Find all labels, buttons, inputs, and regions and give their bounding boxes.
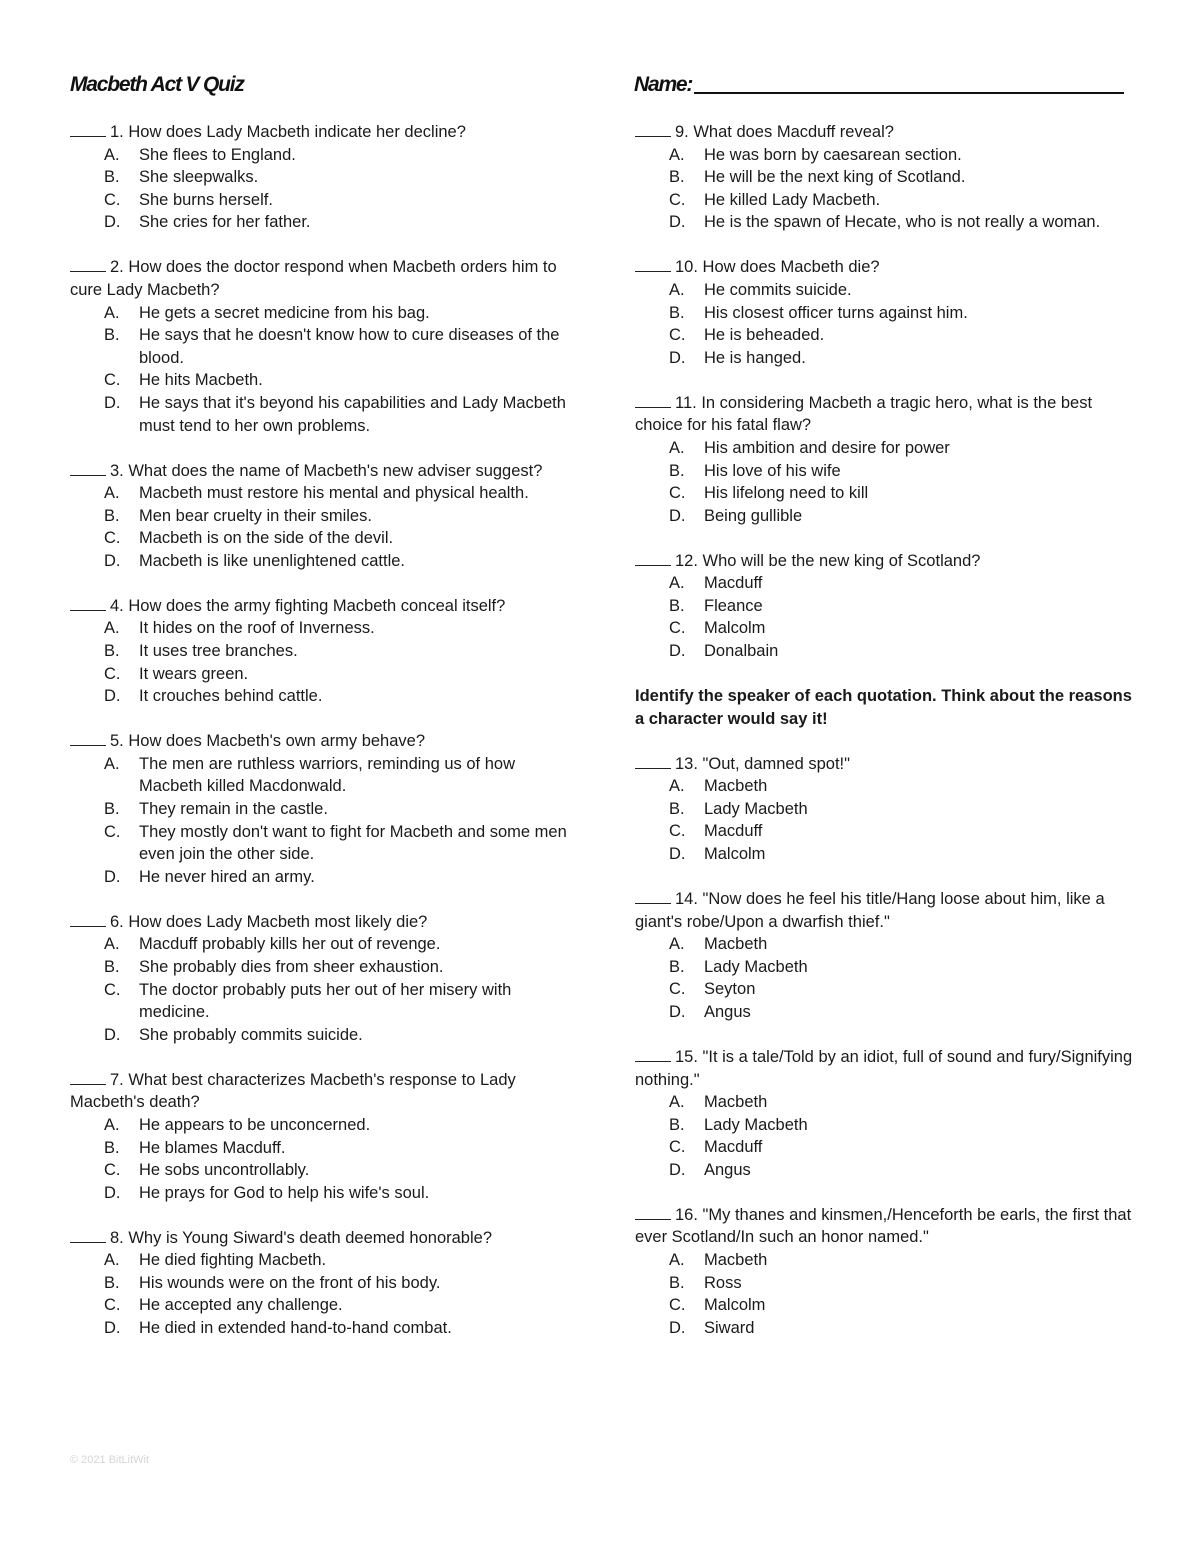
- option-text: Macbeth is like unenlightened cattle.: [139, 551, 405, 570]
- question-stem: [635, 256, 1135, 279]
- option-text: It crouches behind cattle.: [139, 687, 323, 706]
- option-list: [70, 753, 570, 889]
- option-letter: A.: [669, 438, 685, 457]
- answer-option: [635, 1001, 1135, 1024]
- option-letter: A.: [104, 303, 120, 322]
- question-text: How does Lady Macbeth indicate her decline?: [128, 123, 466, 141]
- option-letter: A.: [669, 574, 685, 593]
- question-stem: [635, 888, 1135, 933]
- option-text: She probably dies from sheer exhaustion.: [139, 957, 444, 976]
- answer-option: [635, 595, 1135, 618]
- question-stem: [70, 256, 570, 301]
- question-number: 4.: [110, 596, 124, 615]
- answer-option: [635, 482, 1135, 505]
- option-text: He says that he doesn't know how to cure diseases of the blood.: [139, 326, 560, 367]
- option-list: [70, 933, 570, 1046]
- question-7: [70, 1069, 570, 1205]
- answer-option: [70, 392, 570, 437]
- option-text: He died in extended hand-to-hand combat.: [139, 1319, 452, 1338]
- answer-blank[interactable]: [635, 392, 671, 408]
- answer-option: [635, 798, 1135, 821]
- option-letter: B.: [669, 303, 685, 322]
- question-text: How does Lady Macbeth most likely die?: [128, 912, 428, 931]
- question-number: 9.: [675, 123, 689, 141]
- answer-option: [70, 1024, 570, 1047]
- option-text: Lady Macbeth: [704, 1115, 808, 1134]
- option-letter: D.: [669, 844, 686, 863]
- option-list: [70, 1114, 570, 1204]
- option-letter: C.: [104, 822, 121, 841]
- quote-questions: [635, 753, 1135, 1340]
- option-text: He killed Lady Macbeth.: [704, 190, 881, 209]
- question-number: 10.: [675, 258, 698, 277]
- option-text: He accepted any challenge.: [139, 1296, 343, 1315]
- option-letter: C.: [669, 822, 686, 841]
- option-text: She sleepwalks.: [139, 168, 259, 187]
- answer-option: [635, 302, 1135, 325]
- option-letter: C.: [104, 371, 121, 390]
- answer-option: [70, 369, 570, 392]
- option-text: He died fighting Macbeth.: [139, 1251, 327, 1270]
- option-letter: A.: [104, 145, 120, 164]
- name-label: Name:: [634, 73, 693, 96]
- answer-option: [635, 1294, 1135, 1317]
- answer-option: [70, 1249, 570, 1272]
- option-list: [70, 617, 570, 707]
- question-number: 11.: [675, 393, 697, 412]
- answer-blank[interactable]: [70, 256, 106, 272]
- question-text: "It is a tale/Told by an idiot, full of sound and fury/Signifying nothing.": [635, 1047, 1133, 1089]
- answer-option: [70, 505, 570, 528]
- answer-option: [635, 211, 1135, 234]
- option-letter: D.: [104, 687, 121, 706]
- option-text: Siward: [704, 1318, 755, 1337]
- answer-option: [635, 189, 1135, 212]
- option-list: [70, 1249, 570, 1339]
- question-11: [635, 392, 1135, 528]
- option-text: Ross: [704, 1273, 742, 1292]
- question-number: 7.: [110, 1070, 124, 1089]
- question-12: [635, 550, 1135, 663]
- question-stem: [635, 392, 1135, 437]
- answer-blank[interactable]: [70, 595, 106, 611]
- answer-option: [70, 663, 570, 686]
- answer-option: [70, 1294, 570, 1317]
- question-stem: [70, 911, 570, 934]
- question-15: [635, 1046, 1135, 1182]
- option-text: She probably commits suicide.: [139, 1025, 363, 1044]
- answer-option: [635, 460, 1135, 483]
- answer-option: [70, 640, 570, 663]
- quote-instructions: Identify the speaker of each quotation. Think about the reasons a character would say it!: [635, 687, 1132, 728]
- option-letter: A.: [104, 1251, 120, 1270]
- option-letter: B.: [669, 957, 685, 976]
- question-text: "Now does he feel his title/Hang loose about him, like a giant's robe/Upon a dwarfish thief.": [635, 889, 1105, 931]
- question-text: What does the name of Macbeth's new adviser suggest?: [128, 461, 543, 480]
- question-14: [635, 888, 1135, 1024]
- answer-option: [635, 1159, 1135, 1182]
- option-letter: B.: [104, 957, 120, 976]
- answer-option: [635, 1249, 1135, 1272]
- answer-option: [70, 482, 570, 505]
- option-letter: C.: [104, 664, 121, 683]
- option-letter: A.: [104, 484, 120, 503]
- option-text: Men bear cruelty in their smiles.: [139, 506, 372, 525]
- answer-option: [70, 211, 570, 234]
- answer-option: [70, 956, 570, 979]
- option-letter: D.: [669, 506, 686, 525]
- question-text: How does the doctor respond when Macbeth orders him to cure Lady Macbeth?: [70, 258, 557, 299]
- option-list: [70, 302, 570, 438]
- answer-option: [635, 1091, 1135, 1114]
- option-text: She cries for her father.: [139, 213, 311, 232]
- answer-option: [635, 347, 1135, 370]
- option-list: [635, 1091, 1135, 1181]
- question-stem: [635, 550, 1135, 573]
- question-number: 2.: [110, 258, 124, 277]
- question-9: [635, 121, 1135, 234]
- option-text: He was born by caesarean section.: [704, 145, 962, 164]
- option-letter: C.: [104, 1161, 121, 1180]
- option-text: He appears to be unconcerned.: [139, 1115, 371, 1134]
- option-list: [635, 1249, 1135, 1339]
- option-list: [635, 775, 1135, 865]
- answer-option: [70, 166, 570, 189]
- answer-blank[interactable]: [70, 460, 106, 476]
- copyright-footer: © 2021 BitLitWit: [70, 1454, 150, 1466]
- option-text: Macduff: [704, 1138, 763, 1157]
- option-text: They remain in the castle.: [139, 800, 328, 818]
- question-2: [70, 256, 570, 437]
- option-text: He says that it's beyond his capabilities and Lady Macbeth must tend to her own problems.: [139, 393, 566, 435]
- option-letter: B.: [669, 461, 685, 480]
- answer-blank[interactable]: [70, 121, 106, 137]
- option-text: Macbeth must restore his mental and physical health.: [139, 484, 529, 503]
- answer-option: [70, 527, 570, 550]
- question-stem: [70, 460, 570, 483]
- question-stem: [635, 121, 1135, 144]
- option-list: [635, 279, 1135, 369]
- option-letter: D.: [669, 213, 686, 232]
- option-text: It uses tree branches.: [139, 642, 298, 661]
- option-text: They mostly don't want to fight for Macbeth and some men even join the other side.: [139, 822, 567, 864]
- quiz-title: Macbeth Act V Quiz: [70, 73, 244, 96]
- option-text: Macbeth: [704, 935, 768, 954]
- option-text: Lady Macbeth: [704, 957, 808, 976]
- answer-option: [70, 1159, 570, 1182]
- option-text: He hits Macbeth.: [139, 371, 263, 390]
- option-letter: C.: [104, 1296, 121, 1315]
- question-stem: [70, 121, 570, 144]
- question-number: 16.: [675, 1205, 698, 1224]
- answer-option: [635, 1317, 1135, 1340]
- answer-blank[interactable]: [635, 1204, 671, 1220]
- question-text: Why is Young Siward's death deemed honorable?: [128, 1228, 493, 1247]
- answer-option: [635, 572, 1135, 595]
- option-text: His lifelong need to kill: [704, 484, 869, 503]
- option-text: She flees to England.: [139, 145, 296, 164]
- answer-option: [635, 166, 1135, 189]
- question-8: [70, 1227, 570, 1340]
- answer-option: [635, 775, 1135, 798]
- right-column: [635, 121, 1135, 1362]
- answer-blank[interactable]: [635, 121, 671, 137]
- question-text: "My thanes and kinsmen,/Henceforth be earls, the first that ever Scotland/In such an honor named.": [635, 1205, 1132, 1247]
- option-letter: C.: [669, 190, 686, 209]
- question-3: [70, 460, 570, 573]
- answer-blank[interactable]: [635, 753, 671, 769]
- answer-option: [70, 798, 570, 821]
- option-text: He never hired an army.: [139, 867, 315, 886]
- question-13: [635, 753, 1135, 866]
- question-number: 5.: [110, 732, 124, 751]
- option-letter: B.: [104, 1138, 120, 1157]
- question-4: [70, 595, 570, 708]
- option-text: He gets a secret medicine from his bag.: [139, 303, 430, 322]
- option-text: He commits suicide.: [704, 280, 852, 299]
- answer-option: [70, 933, 570, 956]
- question-5: [70, 730, 570, 888]
- option-letter: D.: [104, 551, 121, 570]
- option-text: Donalbain: [704, 642, 779, 661]
- answer-option: [70, 144, 570, 167]
- option-text: Macbeth: [704, 1251, 768, 1270]
- option-letter: B.: [104, 168, 120, 187]
- answer-blank[interactable]: [635, 1046, 671, 1062]
- question-6: [70, 911, 570, 1047]
- option-list: [635, 437, 1135, 527]
- option-text: He sobs uncontrollably.: [139, 1161, 310, 1180]
- answer-option: [70, 821, 570, 866]
- option-text: The doctor probably puts her out of her misery with medicine.: [139, 980, 512, 1022]
- answer-option: [635, 1136, 1135, 1159]
- answer-option: [635, 933, 1135, 956]
- answer-blank[interactable]: [635, 256, 671, 272]
- option-letter: A.: [669, 1093, 685, 1112]
- answer-option: [635, 617, 1135, 640]
- option-text: It wears green.: [139, 664, 249, 683]
- option-letter: C.: [669, 484, 686, 503]
- answer-option: [70, 866, 570, 889]
- answer-option: [70, 302, 570, 325]
- option-letter: C.: [669, 980, 686, 999]
- answer-blank[interactable]: [635, 550, 671, 566]
- option-text: Macbeth is on the side of the devil.: [139, 529, 394, 548]
- option-list: [635, 933, 1135, 1023]
- answer-option: [635, 640, 1135, 663]
- answer-option: [70, 685, 570, 708]
- option-text: His love of his wife: [704, 461, 841, 480]
- option-text: He is the spawn of Hecate, who is not really a woman.: [704, 213, 1101, 232]
- question-number: 13.: [675, 754, 698, 773]
- option-letter: D.: [104, 867, 121, 886]
- question-stem: [635, 1204, 1135, 1249]
- option-text: Angus: [704, 1160, 751, 1179]
- option-letter: C.: [104, 980, 121, 999]
- option-text: Lady Macbeth: [704, 799, 808, 818]
- question-number: 12.: [675, 551, 698, 570]
- answer-option: [635, 956, 1135, 979]
- option-text: Macbeth: [704, 1093, 768, 1112]
- option-letter: C.: [669, 619, 686, 638]
- answer-option: [635, 279, 1135, 302]
- option-letter: B.: [669, 168, 685, 187]
- answer-option: [70, 753, 570, 798]
- option-text: Angus: [704, 1002, 751, 1021]
- answer-option: [70, 1137, 570, 1160]
- option-text: She burns herself.: [139, 190, 273, 209]
- answer-option: [635, 437, 1135, 460]
- option-letter: D.: [104, 213, 121, 232]
- option-letter: D.: [104, 1319, 121, 1338]
- answer-blank[interactable]: [635, 888, 671, 904]
- question-10: [635, 256, 1135, 369]
- option-letter: C.: [104, 529, 121, 548]
- option-letter: A.: [104, 935, 120, 954]
- option-text: Being gullible: [704, 506, 803, 525]
- option-letter: C.: [669, 326, 686, 345]
- option-letter: A.: [669, 280, 685, 299]
- question-text: Who will be the new king of Scotland?: [702, 551, 981, 570]
- answer-option: [635, 324, 1135, 347]
- name-field[interactable]: [634, 73, 1124, 97]
- question-text: How does the army fighting Macbeth conceal itself?: [128, 596, 506, 615]
- answer-blank[interactable]: [70, 730, 106, 746]
- option-text: He is hanged.: [704, 348, 806, 367]
- option-letter: B.: [669, 1273, 685, 1292]
- answer-blank[interactable]: [70, 1069, 106, 1085]
- option-text: Malcolm: [704, 619, 766, 638]
- question-number: 15.: [675, 1047, 698, 1066]
- option-letter: B.: [104, 1273, 120, 1292]
- answer-option: [635, 820, 1135, 843]
- option-letter: A.: [669, 1251, 685, 1270]
- answer-option: [635, 144, 1135, 167]
- answer-option: [635, 843, 1135, 866]
- answer-option: [70, 1317, 570, 1340]
- right-questions: [635, 121, 1135, 663]
- question-number: 1.: [110, 123, 124, 141]
- option-text: It hides on the roof of Inverness.: [139, 619, 375, 638]
- question-stem: [70, 1227, 570, 1250]
- question-text: How does Macbeth's own army behave?: [128, 732, 425, 751]
- option-letter: A.: [669, 145, 685, 164]
- option-letter: A.: [669, 777, 685, 796]
- option-letter: B.: [104, 642, 120, 661]
- question-number: 14.: [675, 889, 698, 908]
- question-stem: [70, 1069, 570, 1114]
- question-text: "Out, damned spot!": [702, 754, 850, 773]
- answer-option: [70, 617, 570, 640]
- option-letter: B.: [669, 1115, 685, 1134]
- option-letter: D.: [669, 642, 686, 661]
- option-letter: A.: [104, 1115, 120, 1134]
- question-text: What does Macduff reveal?: [693, 123, 894, 141]
- option-letter: A.: [104, 619, 120, 638]
- question-stem: [70, 595, 570, 618]
- option-text: His closest officer turns against him.: [704, 303, 968, 322]
- option-letter: B.: [104, 326, 120, 345]
- option-text: Seyton: [704, 980, 756, 999]
- option-text: Macbeth: [704, 777, 768, 796]
- answer-option: [70, 1114, 570, 1137]
- option-letter: C.: [669, 1138, 686, 1157]
- left-column: [70, 121, 570, 1362]
- answer-blank[interactable]: [70, 1227, 106, 1243]
- option-text: The men are ruthless warriors, reminding us of how Macbeth killed Macdonwald.: [139, 754, 515, 796]
- option-letter: B.: [669, 799, 685, 818]
- option-list: [70, 482, 570, 572]
- option-letter: C.: [669, 1296, 686, 1315]
- option-letter: D.: [104, 1183, 121, 1202]
- option-text: His ambition and desire for power: [704, 438, 950, 457]
- option-list: [635, 144, 1135, 234]
- option-text: He blames Macduff.: [139, 1138, 286, 1157]
- option-text: His wounds were on the front of his body.: [139, 1273, 441, 1292]
- question-1: [70, 121, 570, 234]
- option-text: Fleance: [704, 596, 763, 615]
- option-letter: B.: [669, 596, 685, 615]
- answer-option: [635, 1114, 1135, 1137]
- question-number: 6.: [110, 912, 124, 931]
- name-blank-line[interactable]: [694, 92, 1124, 94]
- option-letter: D.: [669, 1318, 686, 1337]
- option-letter: D.: [104, 1025, 121, 1044]
- answer-option: [70, 979, 570, 1024]
- option-list: [635, 572, 1135, 662]
- question-stem: [635, 1046, 1135, 1091]
- option-text: Macduff: [704, 822, 763, 841]
- answer-option: [635, 505, 1135, 528]
- option-letter: C.: [104, 190, 121, 209]
- option-list: [70, 144, 570, 234]
- answer-option: [635, 1272, 1135, 1295]
- option-letter: B.: [104, 800, 120, 818]
- option-letter: B.: [104, 506, 120, 525]
- option-text: He will be the next king of Scotland.: [704, 168, 966, 187]
- answer-option: [70, 550, 570, 573]
- answer-option: [70, 1272, 570, 1295]
- option-letter: D.: [104, 393, 121, 412]
- option-letter: A.: [669, 935, 685, 954]
- option-text: Macduff: [704, 574, 763, 593]
- option-letter: D.: [669, 1002, 686, 1021]
- option-text: Macduff probably kills her out of revenge.: [139, 935, 441, 954]
- answer-option: [70, 1182, 570, 1205]
- question-number: 8.: [110, 1228, 124, 1247]
- question-text: In considering Macbeth a tragic hero, what is the best choice for his fatal flaw?: [635, 393, 1093, 435]
- option-letter: D.: [669, 348, 686, 367]
- option-text: Malcolm: [704, 1296, 766, 1315]
- question-16: [635, 1204, 1135, 1340]
- question-text: How does Macbeth die?: [702, 258, 880, 277]
- question-number: 3.: [110, 461, 124, 480]
- question-stem: [70, 730, 570, 753]
- question-text: What best characterizes Macbeth's response to Lady Macbeth's death?: [70, 1070, 516, 1112]
- option-letter: D.: [669, 1160, 686, 1179]
- answer-option: [70, 189, 570, 212]
- answer-option: [635, 978, 1135, 1001]
- option-text: He prays for God to help his wife's soul.: [139, 1183, 430, 1202]
- answer-blank[interactable]: [70, 911, 106, 927]
- question-stem: [635, 753, 1135, 776]
- answer-option: [70, 324, 570, 369]
- option-text: He is beheaded.: [704, 326, 825, 345]
- option-text: Malcolm: [704, 844, 766, 863]
- option-letter: A.: [104, 754, 120, 773]
